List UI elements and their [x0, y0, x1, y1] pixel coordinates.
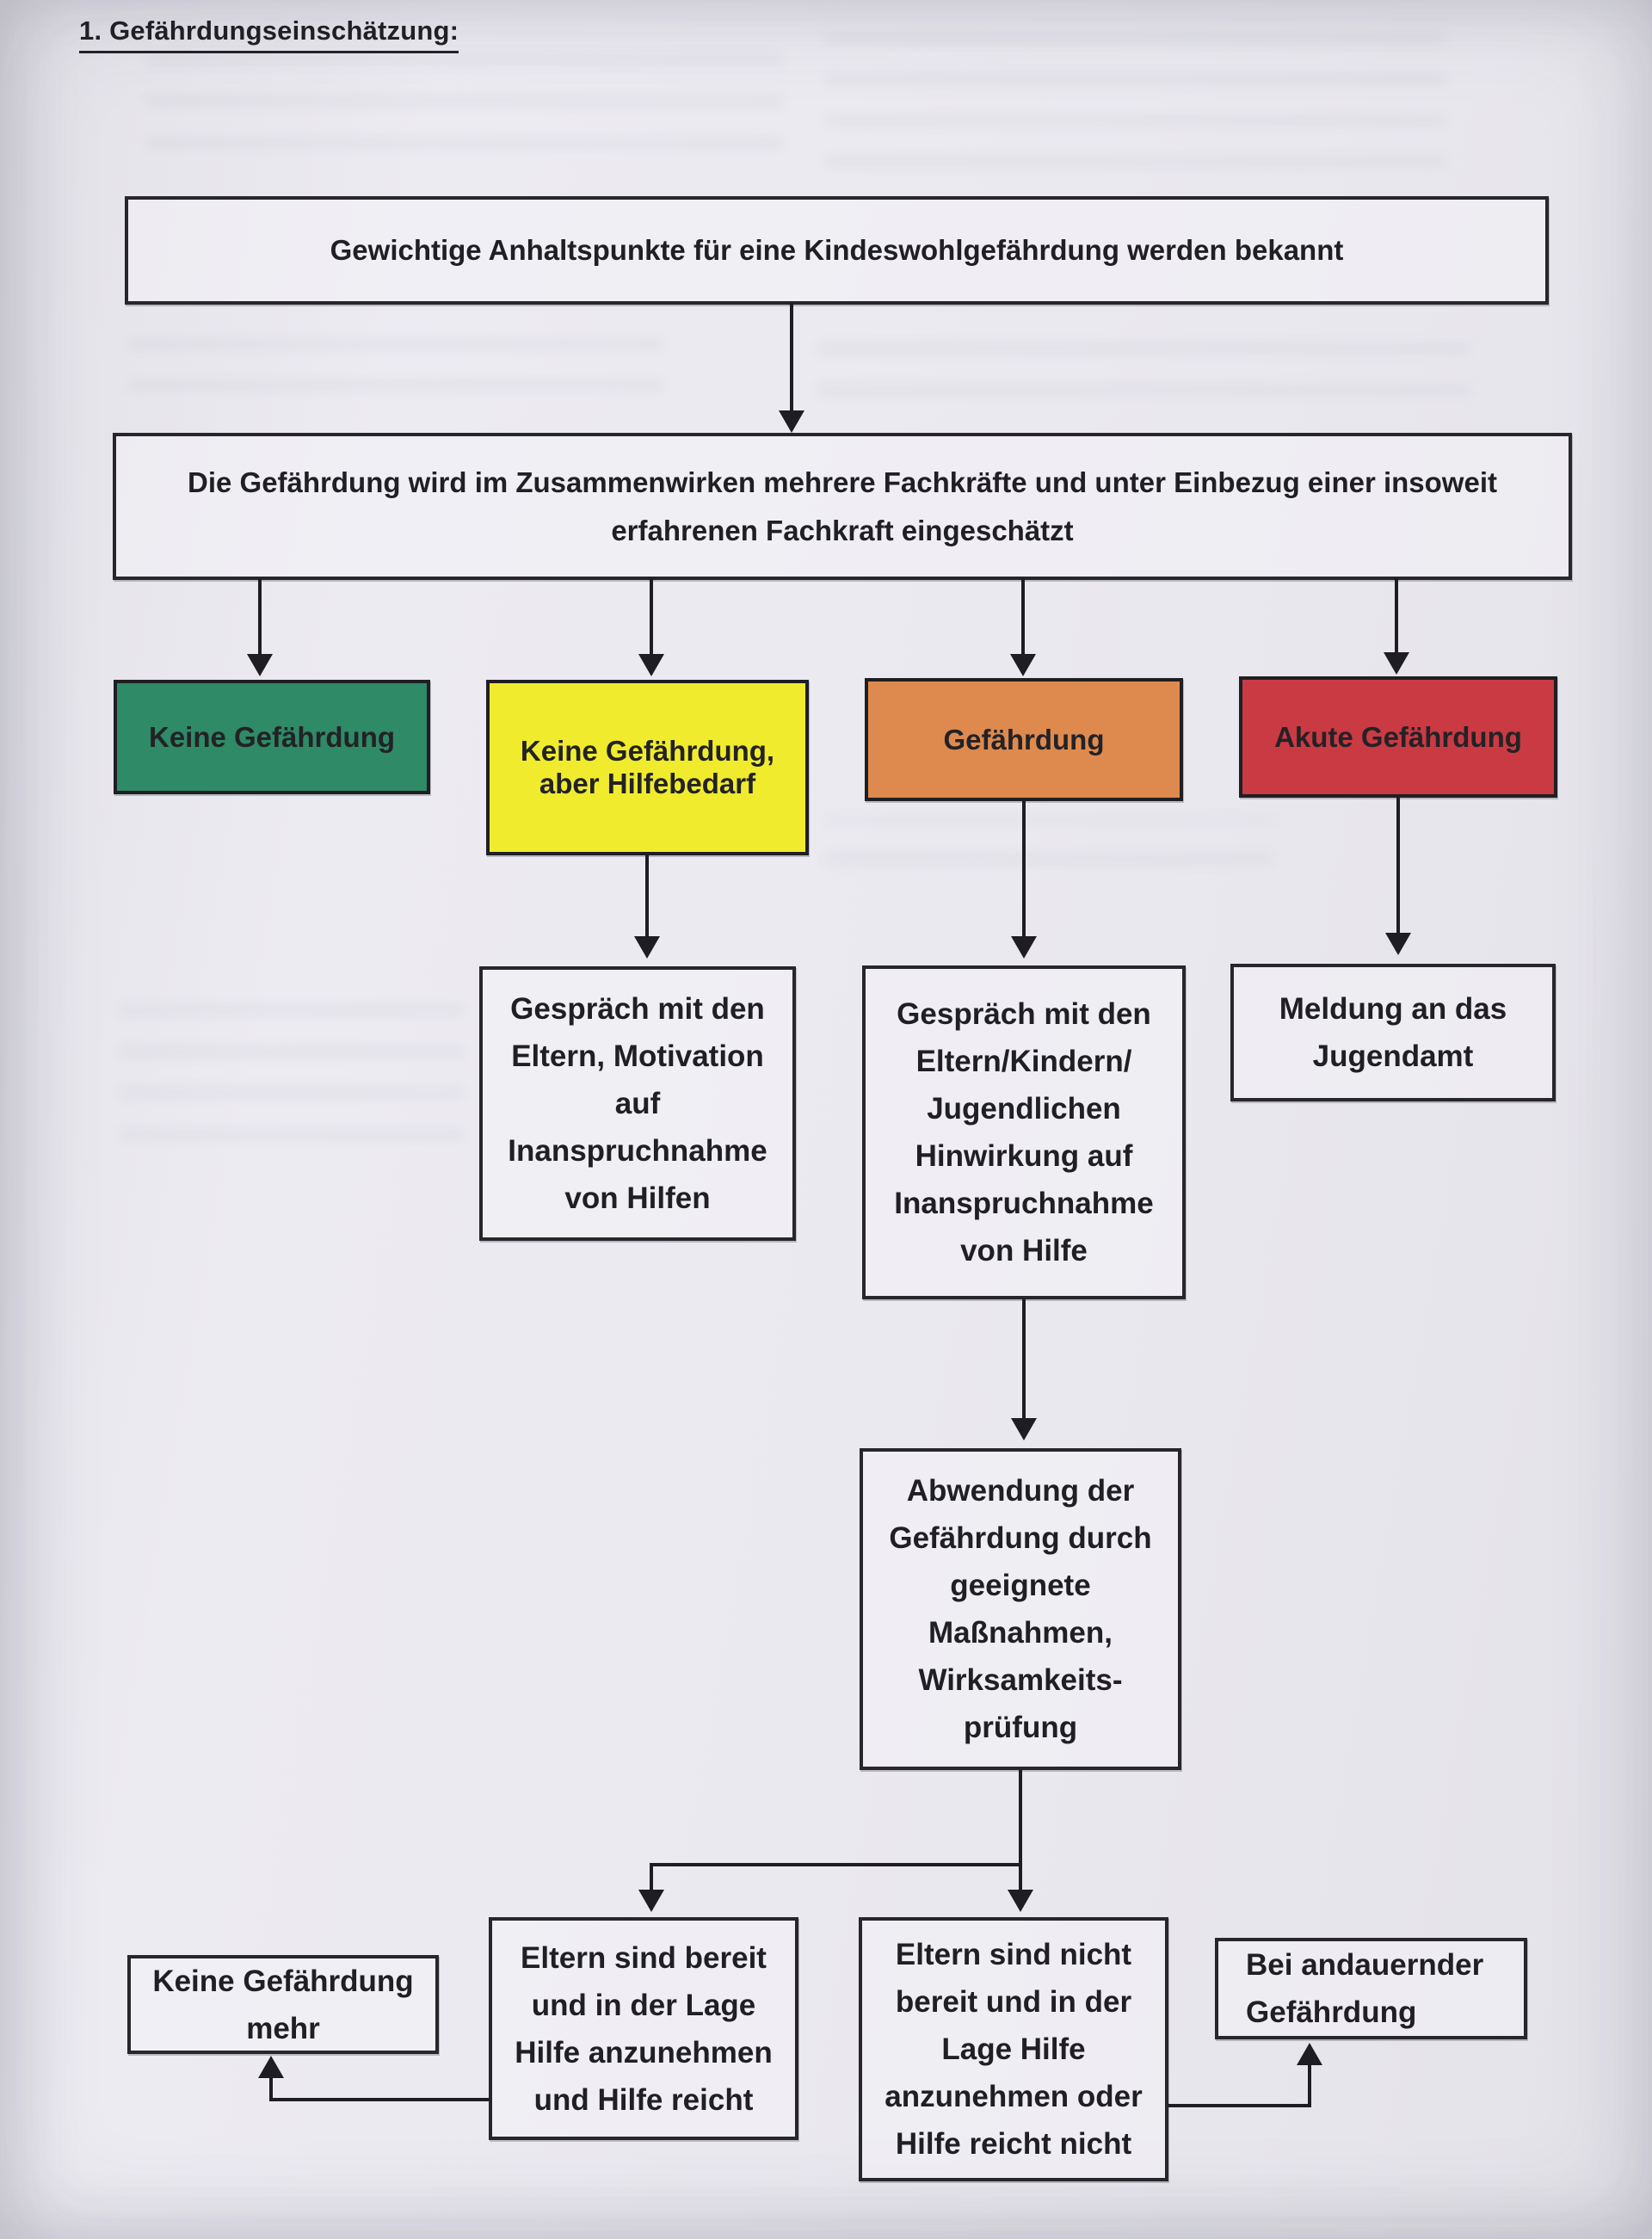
- node-text-line: Gefährdung: [1246, 1995, 1417, 2029]
- bleed-through-smudge: [817, 323, 1471, 426]
- node-text-line: Eltern sind nicht: [895, 1938, 1132, 1971]
- node-text-line: Hilfe reicht nicht: [895, 2127, 1132, 2161]
- arrow-head-down: [247, 654, 273, 676]
- node-text-line: Inanspruchnahme: [508, 1134, 767, 1168]
- connector-start-assessment: [790, 303, 793, 413]
- flow-node-gefaehrdung: Gefährdung: [865, 678, 1183, 801]
- node-text-line: und Hilfe reicht: [533, 2082, 754, 2117]
- connector-abwendung-split: [1019, 1770, 1022, 1866]
- connector-yellow-gespraech: [645, 855, 649, 938]
- node-text-line: Eltern/Kindern/: [915, 1045, 1132, 1078]
- connector-assessment-green: [258, 578, 262, 656]
- flow-node-keine-gefaehrdung: Keine Gefährdung: [114, 680, 430, 794]
- node-text-line: Keine Gefährdung: [152, 1964, 414, 1998]
- flow-node-gespraech-eltern: [479, 966, 796, 1241]
- arrow-head-up: [1297, 2043, 1322, 2065]
- node-text-line: geeignete: [950, 1569, 1091, 1602]
- node-text-line: anzunehmen oder: [885, 2080, 1143, 2113]
- node-text-line: Gefährdung durch: [889, 1521, 1152, 1555]
- arrow-head-down: [638, 654, 664, 676]
- connector-nicht-andauernd-vertical: [1308, 2063, 1311, 2107]
- arrow-head-down: [1385, 933, 1411, 955]
- node-text-line: Wirksamkeits-: [918, 1663, 1123, 1697]
- flow-node-keine-gefaehrdung-mehr: [127, 1955, 439, 2054]
- flow-node-andauernde-gefaehrdung: [1215, 1938, 1527, 2039]
- node-text-line: Bei andauernder: [1246, 1948, 1484, 1982]
- node-text-line: Gespräch mit den: [510, 992, 765, 1026]
- node-text-line: aber Hilfebedarf: [539, 768, 756, 799]
- connector-bereit-keinemehr-horizontal: [269, 2098, 489, 2101]
- node-text-line: von Hilfen: [564, 1181, 711, 1215]
- connector-gespraech-abwendung: [1022, 1299, 1026, 1420]
- node-text-line: bereit und in der: [895, 1985, 1132, 2019]
- node-text-line: Eltern sind bereit: [521, 1940, 767, 1975]
- connector-split-horizontal: [650, 1863, 1022, 1866]
- arrow-head-up: [258, 2056, 284, 2078]
- connector-bereit-keinemehr-vertical: [269, 2076, 273, 2101]
- node-text-line: auf: [614, 1087, 661, 1120]
- flow-node-eltern-bereit: [489, 1917, 798, 2140]
- node-text-line: Inanspruchnahme: [894, 1187, 1154, 1220]
- bleed-through-smudge: [129, 327, 663, 422]
- connector-assessment-orange: [1021, 578, 1025, 656]
- node-text-line: Keine Gefährdung,: [520, 735, 775, 767]
- flow-node-eltern-nicht-bereit: [859, 1917, 1168, 2181]
- bleed-through-smudge: [146, 50, 783, 179]
- node-text-line: Gespräch mit den: [897, 997, 1151, 1031]
- bleed-through-smudge: [120, 990, 465, 1170]
- arrow-head-down: [638, 1890, 664, 1912]
- arrow-head-down: [1384, 652, 1409, 675]
- flow-node-gespraech-kinder: [862, 965, 1186, 1299]
- arrow-head-down: [1011, 936, 1037, 959]
- arrow-head-down: [1011, 1418, 1037, 1440]
- node-text-line: Hinwirkung auf: [915, 1139, 1133, 1173]
- node-text-line: prüfung: [963, 1711, 1078, 1744]
- bleed-through-smudge: [826, 34, 1446, 198]
- flow-node-abwendung: [860, 1448, 1181, 1770]
- flow-node-anhaltspunkte: Gewichtige Anhaltspunkte für eine Kindeswohlgefährdung werden bekannt: [125, 196, 1549, 305]
- node-text-line: und in der Lage: [531, 1988, 756, 2022]
- connector-split-left: [650, 1863, 653, 1891]
- node-text-line: Jugendlichen: [927, 1092, 1121, 1126]
- flow-node-einschaetzung: [113, 433, 1572, 580]
- node-text-line: Meldung an das: [1279, 992, 1507, 1026]
- node-text-line: Hilfe anzunehmen: [515, 2035, 773, 2069]
- connector-assessment-yellow: [650, 578, 653, 656]
- node-text-line: Die Gefährdung wird im Zusammenwirken mehrere Fachkräfte und unter Einbezug einer insoweit: [188, 466, 1497, 498]
- connector-assessment-red: [1395, 578, 1398, 654]
- flow-node-keine-gefaehrdung-hilfebedarf: [486, 680, 809, 855]
- arrow-head-down: [634, 936, 660, 959]
- node-text-line: Jugendamt: [1312, 1039, 1474, 1073]
- node-text-line: Maßnahmen,: [928, 1616, 1113, 1650]
- arrow-head-down: [1010, 654, 1036, 676]
- node-text-line: von Hilfe: [960, 1234, 1088, 1268]
- arrow-head-down: [1008, 1890, 1033, 1912]
- node-text-line: mehr: [246, 2011, 320, 2045]
- arrow-head-down: [779, 410, 804, 433]
- node-text-line: erfahrenen Fachkraft eingeschätzt: [611, 514, 1074, 546]
- flow-node-meldung-jugendamt: [1230, 964, 1556, 1101]
- connector-nicht-andauernd-horizontal: [1168, 2104, 1311, 2107]
- connector-split-right: [1019, 1863, 1022, 1891]
- node-text-line: Lage Hilfe: [941, 2032, 1086, 2066]
- node-text-line: Eltern, Motivation: [511, 1039, 764, 1073]
- connector-red-meldung: [1396, 798, 1400, 934]
- bleed-through-smudge: [826, 817, 1273, 895]
- flow-node-akute-gefaehrdung: Akute Gefährdung: [1239, 676, 1557, 798]
- node-text-line: Abwendung der: [906, 1474, 1135, 1508]
- page-title: 1. Gefährdungseinschätzung:: [79, 15, 459, 53]
- connector-orange-gespraech: [1022, 801, 1026, 938]
